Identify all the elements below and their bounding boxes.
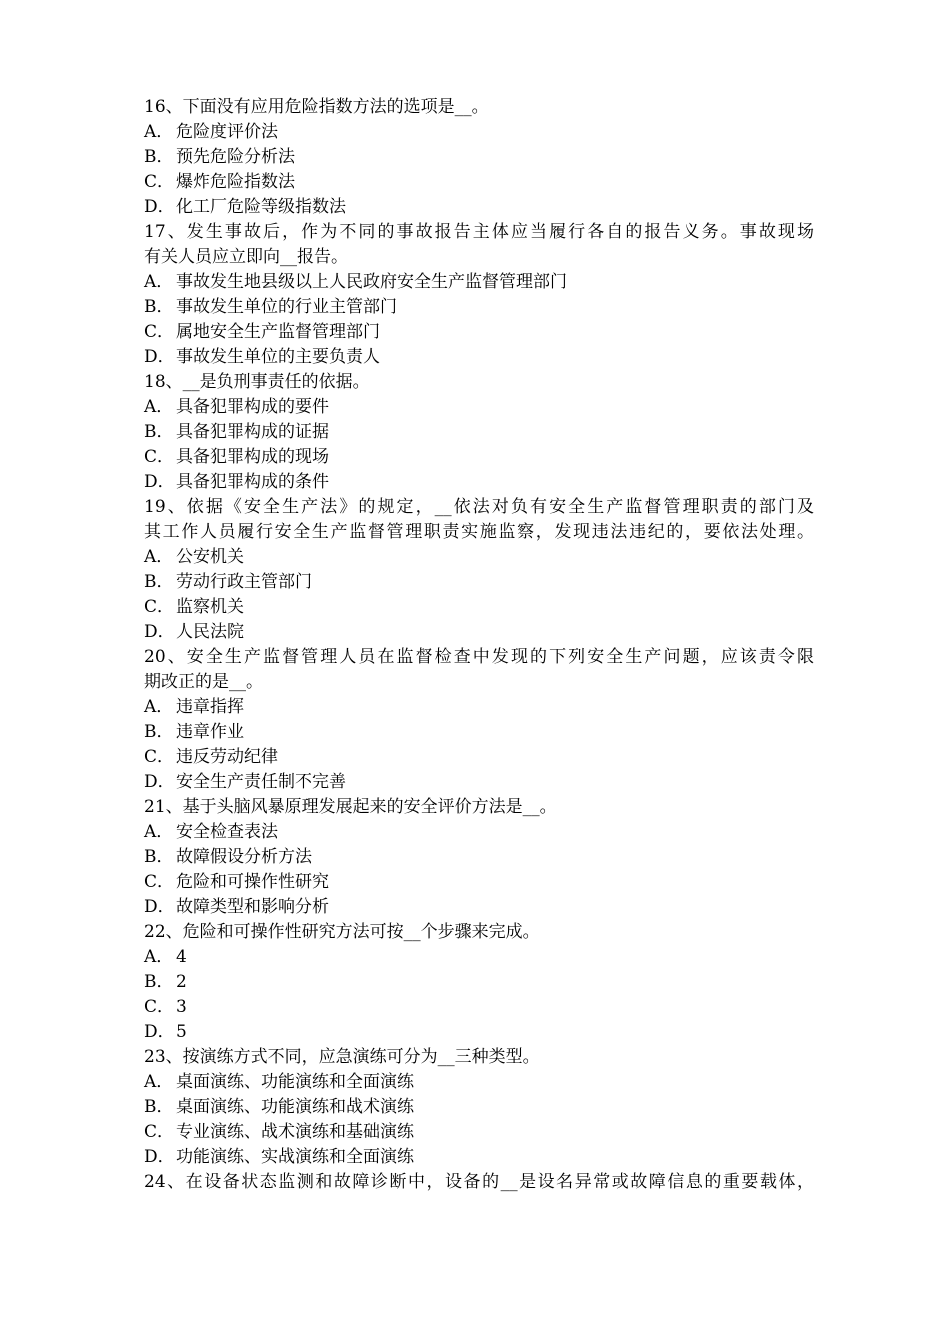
option-c: [144, 1120, 814, 1145]
option-text: 事故发生单位的行业主管部门: [176, 297, 397, 317]
option-b: [144, 570, 814, 595]
option-text: 具备犯罪构成的证据: [176, 422, 329, 442]
option-text: 3: [176, 997, 187, 1017]
option-letter: C．: [144, 872, 175, 892]
option-a: [144, 395, 814, 420]
question-24: [144, 1170, 814, 1195]
option-text: 事故发生单位的主要负责人: [176, 347, 380, 367]
option-text: 桌面演练、功能演练和战术演练: [176, 1097, 414, 1117]
option-letter: A．: [144, 1072, 174, 1092]
question-stem-continued: 其工作人员履行安全生产监督管理职责实施监察，发现违法违纪的，要依法处理。: [144, 522, 814, 542]
option-text: 具备犯罪构成的现场: [176, 447, 329, 467]
option-b: [144, 145, 814, 170]
option-letter: C．: [144, 322, 175, 342]
option-letter: A．: [144, 122, 174, 142]
option-d: [144, 195, 814, 220]
option-text: 爆炸危险指数法: [176, 172, 295, 192]
option-letter: C．: [144, 1122, 175, 1142]
option-a: [144, 695, 814, 720]
option-letter: A．: [144, 947, 174, 967]
option-d: [144, 345, 814, 370]
option-letter: D．: [144, 347, 175, 367]
question-22: [144, 920, 814, 1045]
option-c: [144, 170, 814, 195]
option-text: 违反劳动纪律: [176, 747, 278, 767]
option-letter: D．: [144, 772, 175, 792]
option-letter: B．: [144, 1097, 174, 1117]
option-letter: D．: [144, 472, 175, 492]
option-d: [144, 470, 814, 495]
question-stem: 17、发生事故后，作为不同的事故报告主体应当履行各自的报告义务。事故现场: [144, 222, 814, 242]
question-16: [144, 95, 814, 220]
question-19: [144, 495, 814, 645]
option-text: 危险和可操作性研究: [176, 872, 329, 892]
option-b: [144, 420, 814, 445]
option-d: [144, 1020, 814, 1045]
question-17: [144, 220, 814, 370]
option-letter: A．: [144, 397, 174, 417]
option-text: 违章作业: [176, 722, 244, 742]
option-c: [144, 445, 814, 470]
option-text: 5: [176, 1022, 187, 1042]
option-text: 故障假设分析方法: [176, 847, 312, 867]
option-text: 人民法院: [176, 622, 244, 642]
option-b: [144, 295, 814, 320]
option-a: [144, 945, 814, 970]
option-b: [144, 970, 814, 995]
option-text: 预先危险分析法: [176, 147, 295, 167]
option-letter: B．: [144, 422, 174, 442]
option-letter: D．: [144, 622, 175, 642]
option-a: [144, 820, 814, 845]
option-text: 功能演练、实战演练和全面演练: [176, 1147, 414, 1167]
option-d: [144, 770, 814, 795]
option-text: 属地安全生产监督管理部门: [176, 322, 380, 342]
option-text: 具备犯罪构成的要件: [176, 397, 329, 417]
question-stem: 21、基于头脑风暴原理发展起来的安全评价方法是__。: [144, 797, 557, 817]
option-text: 故障类型和影响分析: [176, 897, 329, 917]
option-text: 安全检查表法: [176, 822, 278, 842]
option-d: [144, 1145, 814, 1170]
option-d: [144, 895, 814, 920]
question-18: [144, 370, 814, 495]
option-a: [144, 270, 814, 295]
option-b: [144, 845, 814, 870]
question-20: [144, 645, 814, 795]
question-21: [144, 795, 814, 920]
option-letter: D．: [144, 897, 175, 917]
question-stem: 19、依据《安全生产法》的规定，__依法对负有安全生产监督管理职责的部门及: [144, 497, 814, 517]
option-text: 危险度评价法: [176, 122, 278, 142]
question-stem: 20、安全生产监督管理人员在监督检查中发现的下列安全生产问题，应该责令限: [144, 647, 814, 667]
question-stem: 18、__是负刑事责任的依据。: [144, 372, 370, 392]
option-c: [144, 870, 814, 895]
question-stem: 24、在设备状态监测和故障诊断中，设备的__是设名异常或故障信息的重要载体，: [144, 1172, 814, 1192]
option-letter: A．: [144, 822, 174, 842]
option-a: [144, 1070, 814, 1095]
option-letter: B．: [144, 847, 174, 867]
question-stem: 22、危险和可操作性研究方法可按__个步骤来完成。: [144, 922, 540, 942]
option-c: [144, 995, 814, 1020]
option-text: 事故发生地县级以上人民政府安全生产监督管理部门: [176, 272, 567, 292]
option-text: 公安机关: [176, 547, 244, 567]
option-letter: C．: [144, 172, 175, 192]
option-text: 4: [176, 947, 187, 967]
option-text: 劳动行政主管部门: [176, 572, 312, 592]
option-a: [144, 120, 814, 145]
question-stem-continued: 期改正的是__。: [144, 672, 263, 692]
option-b: [144, 720, 814, 745]
option-text: 桌面演练、功能演练和全面演练: [176, 1072, 414, 1092]
option-letter: C．: [144, 997, 175, 1017]
option-text: 违章指挥: [176, 697, 244, 717]
option-c: [144, 595, 814, 620]
option-letter: D．: [144, 1022, 175, 1042]
option-c: [144, 745, 814, 770]
option-d: [144, 620, 814, 645]
option-letter: D．: [144, 1147, 175, 1167]
option-text: 化工厂危险等级指数法: [176, 197, 346, 217]
option-letter: B．: [144, 572, 174, 592]
option-letter: C．: [144, 747, 175, 767]
option-text: 2: [176, 972, 187, 992]
option-b: [144, 1095, 814, 1120]
question-stem-continued: 有关人员应立即向__报告。: [144, 247, 348, 267]
option-letter: D．: [144, 197, 175, 217]
option-letter: B．: [144, 972, 174, 992]
option-text: 专业演练、战术演练和基础演练: [176, 1122, 414, 1142]
option-text: 具备犯罪构成的条件: [176, 472, 329, 492]
option-letter: A．: [144, 547, 174, 567]
option-letter: C．: [144, 597, 175, 617]
option-text: 安全生产责任制不完善: [176, 772, 346, 792]
option-letter: B．: [144, 297, 174, 317]
option-letter: C．: [144, 447, 175, 467]
question-23: [144, 1045, 814, 1170]
document-page: [144, 95, 814, 1195]
option-letter: A．: [144, 272, 174, 292]
question-stem: 16、下面没有应用危险指数方法的选项是__。: [144, 97, 489, 117]
option-text: 监察机关: [176, 597, 244, 617]
option-a: [144, 545, 814, 570]
option-letter: B．: [144, 722, 174, 742]
option-letter: B．: [144, 147, 174, 167]
option-c: [144, 320, 814, 345]
option-letter: A．: [144, 697, 174, 717]
question-stem: 23、按演练方式不同，应急演练可分为__三种类型。: [144, 1047, 540, 1067]
